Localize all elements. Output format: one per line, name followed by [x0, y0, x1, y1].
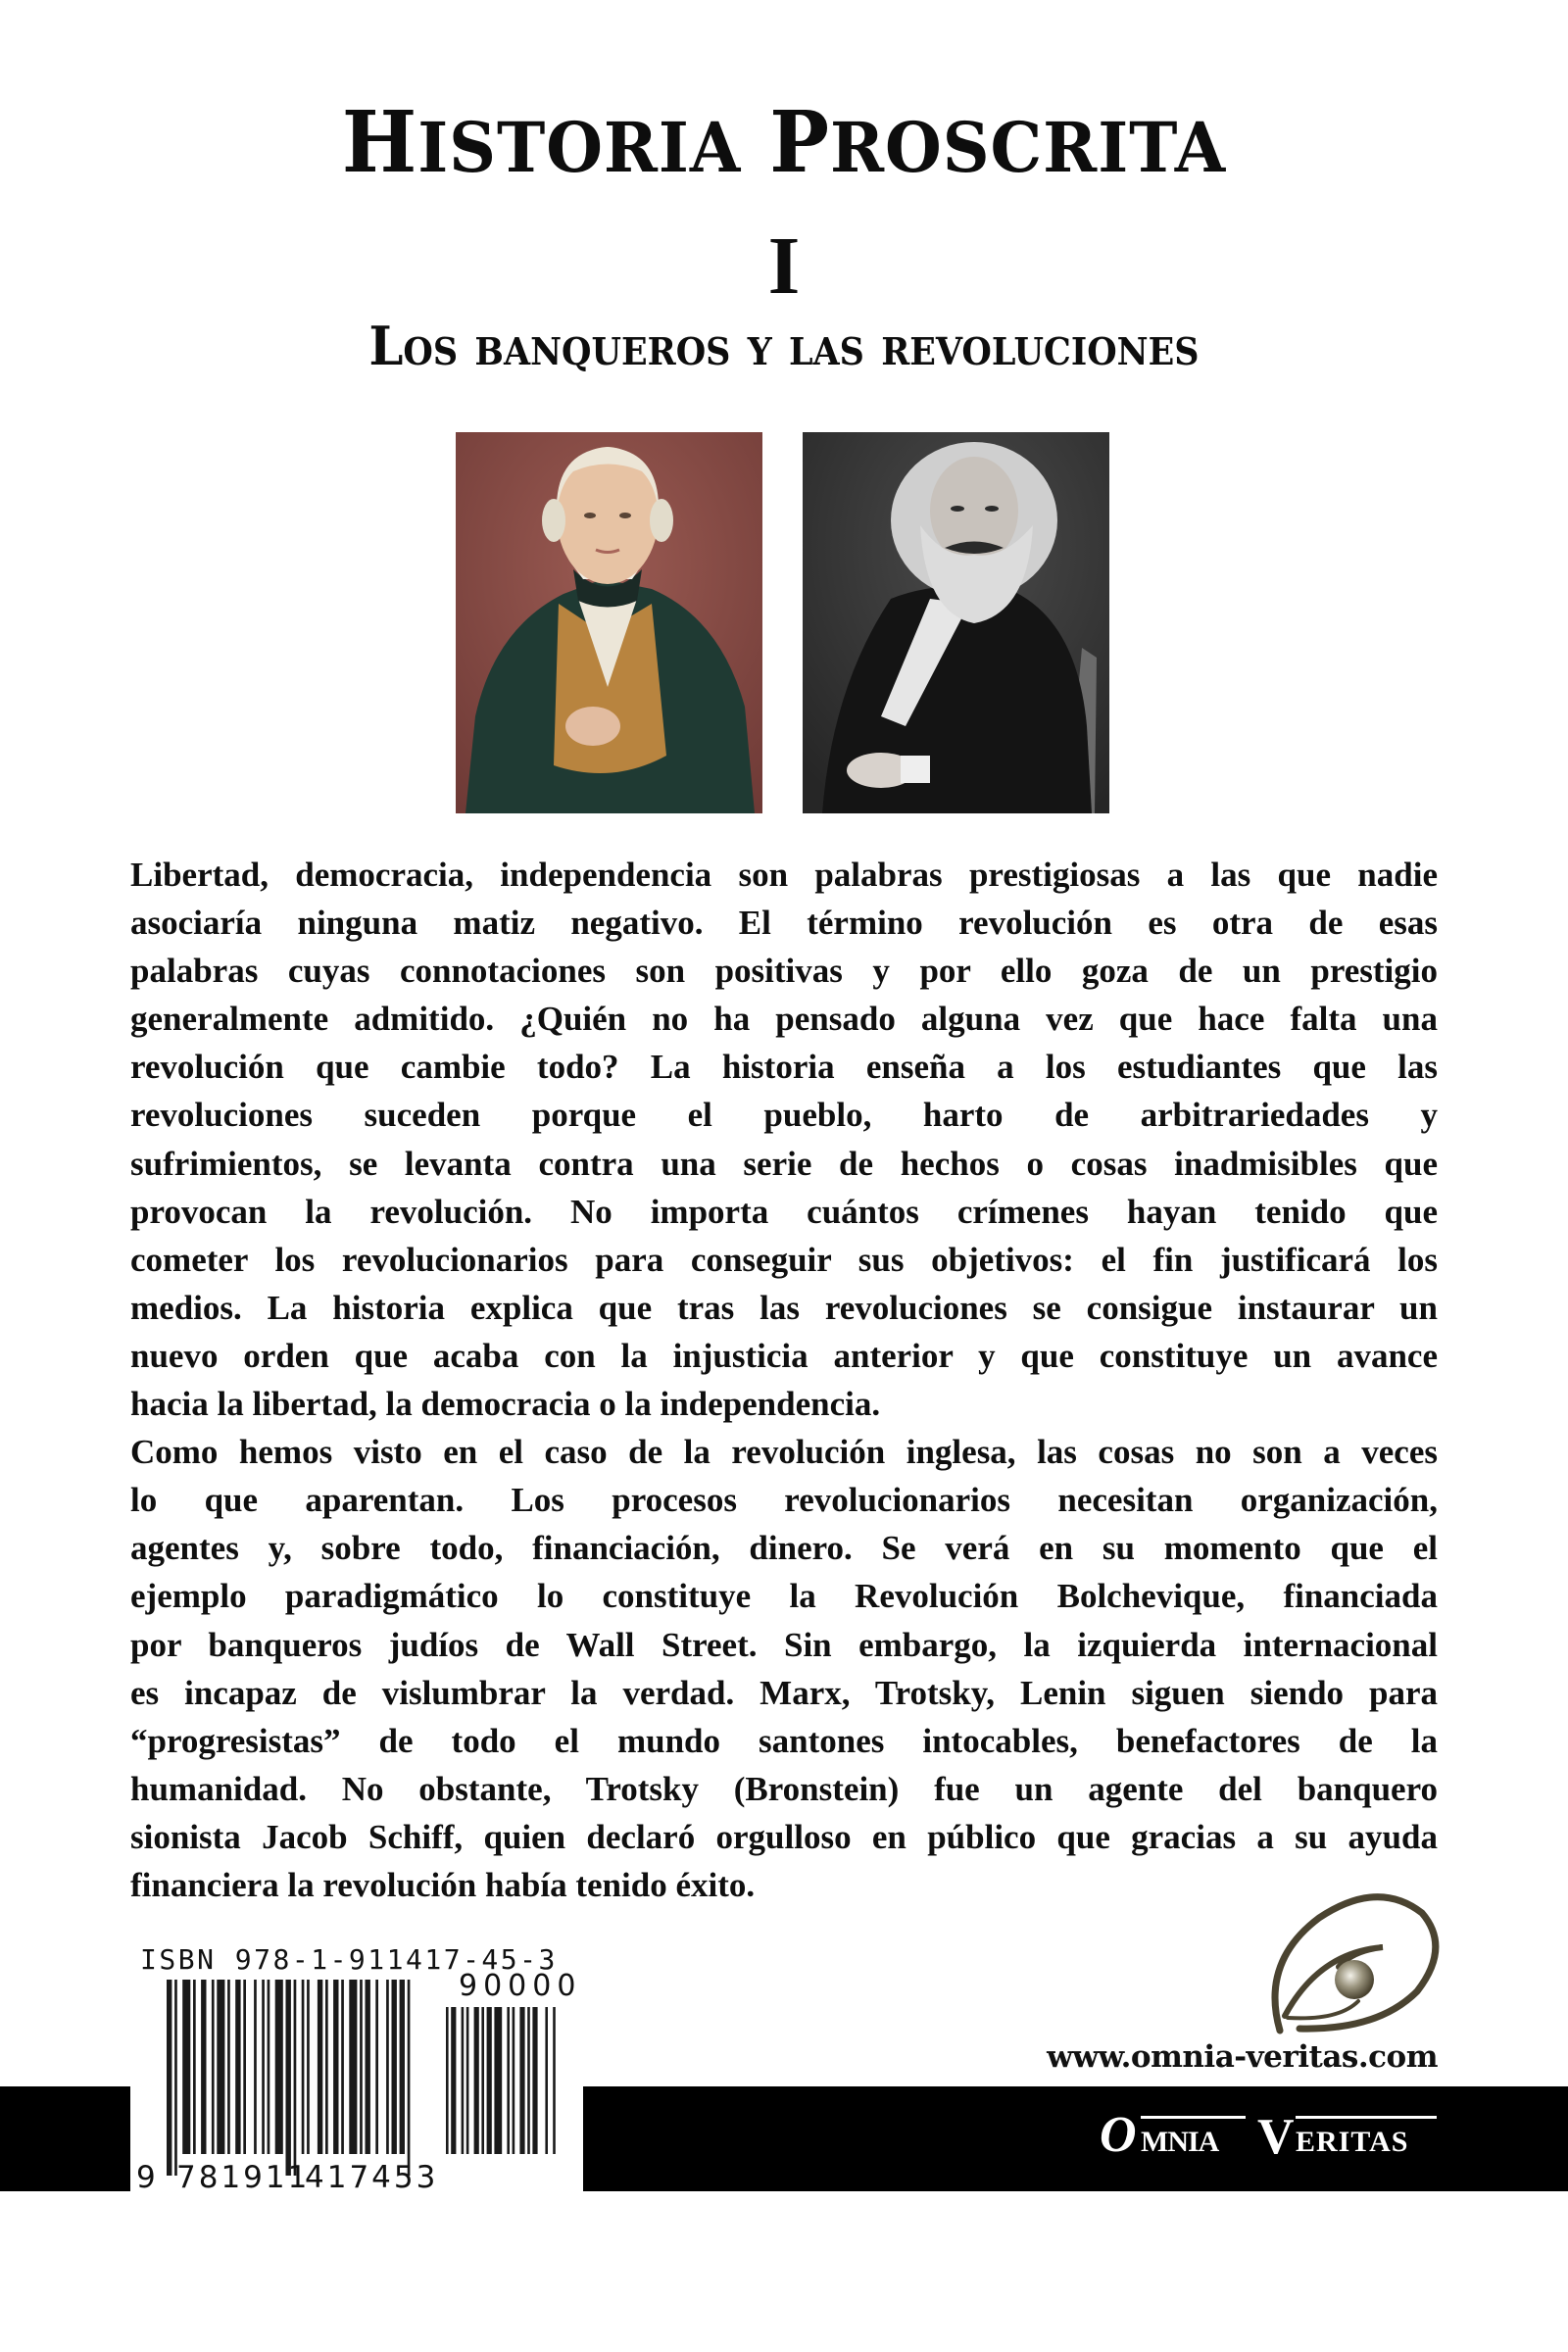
barcode-bar [212, 1980, 215, 2154]
barcode-bar [217, 1980, 224, 2154]
brand-text-eritas: ERITAS [1296, 2126, 1409, 2158]
blurb-line: ejemplo paradigmático lo constituye la Revolución Bolchevique, financiada [130, 1577, 1438, 1616]
barcode-bar [392, 1980, 397, 2154]
blurb-line: nuevo orden que acaba con la injusticia anterior y que constituye un avance [130, 1336, 1438, 1375]
barcode-bar [227, 1980, 230, 2154]
barcode-bar [302, 1980, 305, 2154]
barcode-addon-bar [481, 2007, 484, 2154]
barcode-bar [333, 1980, 338, 2154]
brand-letter-v: V [1257, 2109, 1295, 2165]
barcode-bar [167, 1980, 172, 2176]
barcode-bar [286, 1980, 291, 2176]
barcode-bar [182, 1980, 190, 2154]
isbn-label: ISBN 978-1-911417-45-3 [140, 1943, 558, 1976]
barcode-addon-bar [527, 2007, 530, 2154]
barcode-addon-bar [545, 2007, 548, 2154]
barcode-addon-bar [513, 2007, 515, 2154]
ean-right-digits: 417453 [305, 2160, 439, 2195]
brand-letter-o: O [1100, 2107, 1137, 2163]
blurb-line: revolución que cambie todo? La historia enseña a los estudiantes que las [130, 1048, 1438, 1087]
barcode-bar [254, 1980, 257, 2154]
barcode-bar [318, 1980, 322, 2154]
barcode-bar [294, 1980, 297, 2176]
barcode-bar [307, 1980, 310, 2154]
barcode-bar [262, 1980, 265, 2154]
blurb-line: cometer los revolucionarios para conseguir sus objetivos: el fin justificará los [130, 1240, 1438, 1279]
barcode-addon-bar [487, 2007, 492, 2154]
barcode-addon-bar [474, 2007, 479, 2154]
ean-left-digits: 781911 [176, 2160, 311, 2195]
blurb-line: medios. La historia explica que tras las revoluciones se consigue instaurar un [130, 1288, 1438, 1327]
barcode-bar [201, 1980, 206, 2154]
barcode-addon-bar [446, 2007, 449, 2154]
barcode-bar [193, 1980, 196, 2154]
publisher-eye-logo-icon [1260, 1893, 1443, 2038]
footer-band-left [0, 2086, 130, 2191]
portrait-bearded-man [803, 432, 1109, 813]
barcode-bar [360, 1980, 363, 2154]
book-subtitle: Los banqueros y las revoluciones [368, 315, 1200, 377]
barcode-bar [275, 1980, 283, 2154]
publisher-brand-logo [1096, 2107, 1441, 2164]
barcode-bar [268, 1980, 270, 2154]
publisher-website-link[interactable]: www.omnia-veritas.com [1047, 2039, 1438, 2075]
barcode-addon-number: 90000 [459, 1969, 582, 2003]
barcode-bar [325, 1980, 328, 2154]
barcode-bar [366, 1980, 370, 2154]
blurb-line: lo que aparentan. Los procesos revolucionarios necesitan organización, [130, 1481, 1438, 1520]
blurb-line: por banqueros judíos de Wall Street. Sin embargo, la izquierda internacional [130, 1625, 1438, 1664]
blurb-line: humanidad. No obstante, Trotsky (Bronstein) fue un agente del banquero [130, 1769, 1438, 1808]
brand-overline [1141, 2116, 1246, 2119]
blurb-line: Como hemos visto en el caso de la revolución inglesa, las cosas no son a veces [130, 1433, 1438, 1472]
barcode-addon-bar [462, 2007, 465, 2154]
barcode-bar [235, 1980, 240, 2154]
barcode-bar [400, 1980, 405, 2154]
blurb-line: generalmente admitido. ¿Quién no ha pensado alguna vez que hace falta una [130, 1000, 1438, 1039]
blurb-line: Libertad, democracia, independencia son palabras prestigiosas a las que nadie [130, 856, 1438, 894]
book-title: HISTORIA PROSCRITA [341, 93, 1227, 192]
blurb-line: financiera la revolución había tenido éxito. [130, 1865, 756, 1904]
barcode-addon-bar [553, 2007, 556, 2154]
barcode-addon-bar [451, 2007, 456, 2154]
barcode-bar [341, 1980, 344, 2154]
volume-number: I [767, 220, 801, 312]
blurb-line: provocan la revolución. No importa cuántos crímenes hayan tenido que [130, 1192, 1438, 1231]
barcode-bar [174, 1980, 177, 2176]
blurb-line: palabras cuyas connotaciones son positivas y por ello goza de un prestigio [130, 952, 1438, 991]
blurb-line: asociaría ninguna matiz negativo. El término revolución es otra de esas [130, 904, 1438, 943]
brand-overline [1296, 2116, 1437, 2119]
barcode-addon-bar [494, 2007, 502, 2154]
ean-first-digit: 9 [136, 2160, 156, 2195]
barcode-bar [243, 1980, 246, 2154]
portrait-banker [456, 432, 762, 813]
blurb-line: sufrimientos, se levanta contra una serie de hechos o cosas inadmisibles que [130, 1144, 1438, 1183]
barcode-bar [386, 1980, 389, 2154]
barcode-bars [167, 1980, 578, 2180]
blurb-line: sionista Jacob Schiff, quien declaró orgulloso en público que gracias a su ayuda [130, 1817, 1438, 1856]
brand-text-mnia: MNIA [1141, 2126, 1219, 2158]
barcode-addon-bar [507, 2007, 510, 2154]
barcode-bar [408, 1980, 411, 2176]
barcode-addon-bar [519, 2007, 524, 2154]
blurb-line: “progresistas” de todo el mundo santones intocables, benefactores de la [130, 1721, 1438, 1760]
blurb-line: es incapaz de vislumbrar la verdad. Marx, Trotsky, Lenin siguen siendo para [130, 1673, 1438, 1712]
barcode-addon-bar [532, 2007, 537, 2154]
blurb-line: hacia la libertad, la democracia o la independencia. [130, 1385, 881, 1424]
barcode-bar [375, 1980, 378, 2154]
blurb-line: agentes y, sobre todo, financiación, dinero. Se verá en su momento que el [130, 1529, 1438, 1568]
barcode-bar [349, 1980, 357, 2154]
barcode-addon-bar [466, 2007, 469, 2154]
blurb-text [130, 851, 1438, 1909]
blurb-line: revoluciones suceden porque el pueblo, harto de arbitrariedades y [130, 1096, 1438, 1135]
